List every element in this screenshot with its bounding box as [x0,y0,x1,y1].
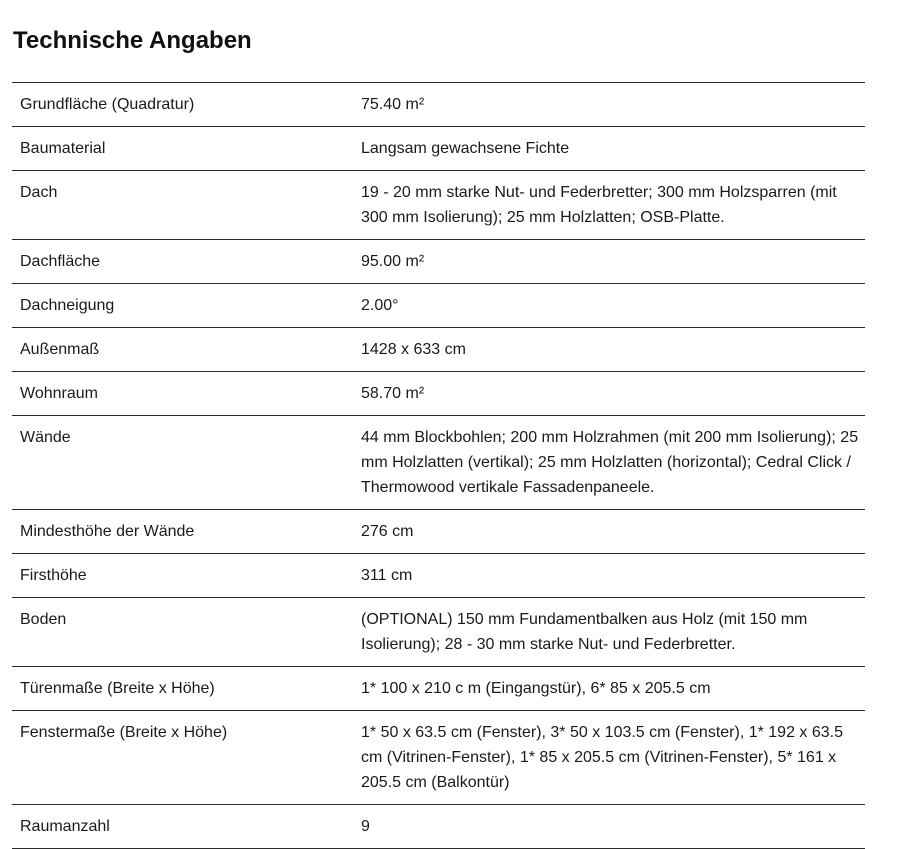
spec-value: 1428 x 633 cm [361,341,466,358]
spec-value: Langsam gewachsene Fichte [361,140,570,157]
spec-label: Dachfläche [20,253,101,270]
spec-label: Dachneigung [20,297,115,314]
table-row [12,328,865,372]
spec-label: Wände [20,429,71,446]
page-title: Technische Angaben [13,27,252,54]
spec-value: 1* 100 x 210 c m (Eingangstür), 6* 85 x 205.5 cm [361,680,711,697]
table-row [12,711,865,805]
spec-value: 19 - 20 mm starke Nut- und Federbretter; 300 mm Holzsparren (mit 300 mm Isolierung); 25 mm Holzlatten; OSB-Platte. [361,184,837,226]
spec-label: Dach [20,184,58,201]
table-row [12,667,865,711]
table-row [12,598,865,667]
spec-value: 95.00 m² [361,253,425,270]
table-row [12,554,865,598]
spec-label: Firsthöhe [20,567,87,584]
spec-value: 311 cm [361,567,413,584]
spec-label: Mindesthöhe der Wände [20,523,195,540]
spec-label: Außenmaß [20,341,100,358]
table-row [12,171,865,240]
table-row [12,83,865,127]
table-row [12,510,865,554]
spec-value: 75.40 m² [361,96,425,113]
spec-label: Baumaterial [20,140,106,157]
table-row [12,805,865,849]
spec-value: (OPTIONAL) 150 mm Fundamentbalken aus Holz (mit 150 mm Isolierung); 28 - 30 mm starke Nut- und Federbretter. [361,611,808,653]
table-row [12,284,865,328]
spec-value: 58.70 m² [361,385,425,402]
spec-label: Fenstermaße (Breite x Höhe) [20,724,228,741]
spec-value: 44 mm Blockbohlen; 200 mm Holzrahmen (mit 200 mm Isolierung); 25 mm Holzlatten (vertikal); 25 mm Holzlatten (horizontal); Cedral Click / Thermowood vertikale Fassadenpaneele. [361,429,859,496]
spec-label: Wohnraum [20,385,98,402]
table-row [12,372,865,416]
spec-value: 1* 50 x 63.5 cm (Fenster), 3* 50 x 103.5 cm (Fenster), 1* 192 x 63.5 cm (Vitrinen-Fenster), 1* 85 x 205.5 cm (Vitrinen-Fenster), 5* 161 x 205.5 cm (Balkontür) [361,724,844,791]
spec-table [12,82,865,849]
spec-label: Grundfläche (Quadratur) [20,96,195,113]
table-row [12,240,865,284]
table-row [12,127,865,171]
spec-label: Boden [20,611,67,628]
table-row [12,416,865,510]
spec-label: Raumanzahl [20,818,110,835]
spec-value: 276 cm [361,523,414,540]
spec-value: 9 [361,818,370,835]
spec-label: Türenmaße (Breite x Höhe) [20,680,215,697]
spec-value: 2.00° [361,297,399,314]
